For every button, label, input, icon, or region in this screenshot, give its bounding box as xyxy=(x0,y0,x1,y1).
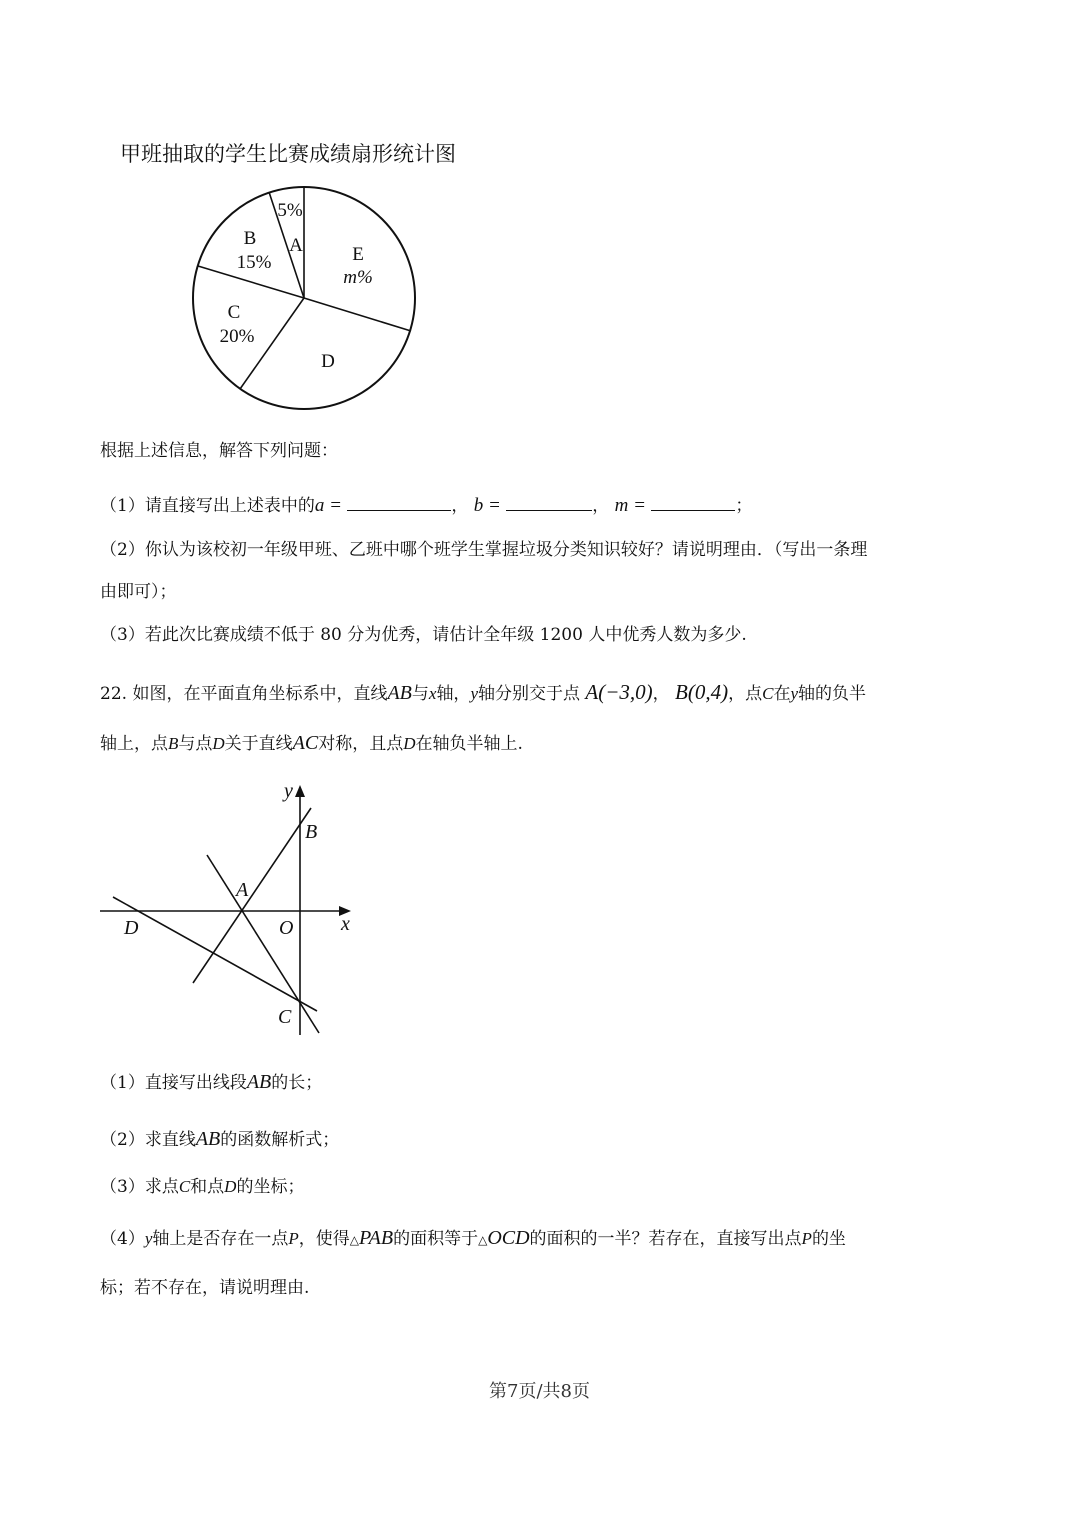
q22-part4-text: 轴上是否存在一点 xyxy=(152,1229,289,1249)
q22-part3-text: （3）求点 xyxy=(100,1177,179,1197)
q22-stem-text: 在 xyxy=(773,684,791,704)
q22-stem-text: 轴， xyxy=(436,684,471,704)
pie-label-e: E xyxy=(352,244,364,265)
q22-stem-text: 轴的负半 xyxy=(798,684,867,704)
pie-value-b: 15% xyxy=(236,252,272,273)
pie-label-c: C xyxy=(227,302,241,323)
math-PAB: PAB xyxy=(359,1227,394,1249)
q22-stem-text: ，点 xyxy=(728,684,763,704)
q22-part4-text: ，使得 xyxy=(298,1229,350,1249)
q21-part1-prefix: （1）请直接写出上述表中的 xyxy=(100,496,315,516)
comma: ， xyxy=(451,496,469,516)
math-D: D xyxy=(403,734,416,753)
q22-stem-text: 与点 xyxy=(178,734,213,754)
line-AC xyxy=(207,855,319,1033)
triangle-symbol: △ xyxy=(349,1233,359,1247)
q22-stem-line2 xyxy=(100,731,523,756)
label-x: x xyxy=(341,913,350,935)
math-D: D xyxy=(224,1177,237,1196)
math-D: D xyxy=(212,734,225,753)
math-point-B: B(0,4) xyxy=(675,680,729,704)
var-m-label: m = xyxy=(614,495,646,516)
var-a-label: a = xyxy=(314,495,342,516)
q21-intro: 根据上述信息，解答下列问题： xyxy=(100,441,338,461)
math-B: B xyxy=(168,734,179,753)
math-AC: AC xyxy=(292,732,319,754)
math-OCD: OCD xyxy=(487,1227,530,1249)
q22-part2 xyxy=(100,1127,339,1152)
page-number: 第7页/共8页 xyxy=(489,1381,590,1402)
label-B: B xyxy=(305,821,318,843)
q22-part3-text: 的坐标； xyxy=(236,1177,305,1197)
q22-stem-line1 xyxy=(100,680,866,706)
q22-part2-text: 的函数解析式； xyxy=(220,1130,340,1150)
pie-divider-d-e xyxy=(304,298,411,331)
math-y: y xyxy=(144,1229,153,1248)
label-A: A xyxy=(236,879,249,901)
label-O: O xyxy=(279,917,294,939)
answer-blank-b[interactable] xyxy=(506,492,592,511)
q22-part4-text: 的坐 xyxy=(811,1229,846,1249)
label-y: y xyxy=(284,780,293,802)
q22-stem-text: 22. 如图，在平面直角坐标系中，直线 xyxy=(100,684,388,704)
math-AB: AB xyxy=(387,682,412,704)
q22-stem-text: 轴分别交于点 xyxy=(477,684,580,704)
q22-part1-text: （1）直接写出线段 xyxy=(100,1073,247,1093)
chart-title: 甲班抽取的学生比赛成绩扇形统计图 xyxy=(120,142,456,166)
math-y: y xyxy=(790,684,799,703)
q22-part4-line2: 标；若不存在，请说明理由. xyxy=(100,1278,310,1298)
pie-label-b: B xyxy=(243,228,257,249)
q22-part3-text: 和点 xyxy=(190,1177,225,1197)
q22-part2-text: （2）求直线 xyxy=(100,1130,196,1150)
y-axis-arrow xyxy=(295,785,305,797)
q22-part4-text: 的面积的一半？若存在，直接写出点 xyxy=(529,1229,802,1249)
q22-stem-text: 与 xyxy=(411,684,429,704)
triangle-symbol: △ xyxy=(478,1233,488,1247)
label-C: C xyxy=(278,1006,292,1028)
pie-label-a: A xyxy=(289,235,303,256)
q22-part1-text: 的长； xyxy=(271,1073,323,1093)
q22-part4-text: （4） xyxy=(100,1229,145,1249)
math-y: y xyxy=(470,684,478,703)
math-P: P xyxy=(288,1229,299,1248)
q22-part4-text: 的面积等于 xyxy=(393,1229,479,1249)
line-AB xyxy=(193,808,311,983)
q22-stem-text: 轴上，点 xyxy=(100,734,168,754)
q22-part1 xyxy=(100,1070,322,1095)
comma: ， xyxy=(592,496,610,516)
comma: ， xyxy=(652,684,670,704)
q22-part3 xyxy=(100,1175,304,1199)
var-b-label: b = xyxy=(473,495,501,516)
math-C: C xyxy=(762,684,774,703)
q21-part2-line1: （2）你认为该校初一年级甲班、乙班中哪个班学生掌握垃圾分类知识较好？请说明理由．（写出一条理 xyxy=(100,540,868,560)
q22-stem-text: 关于直线 xyxy=(224,734,293,754)
q21-part2-line2: 由即可）； xyxy=(100,582,177,602)
math-x: x xyxy=(428,684,437,703)
q22-stem-text: 对称，且点 xyxy=(318,734,404,754)
answer-blank-m[interactable] xyxy=(651,492,735,511)
answer-blank-a[interactable] xyxy=(347,492,451,511)
math-P: P xyxy=(801,1229,812,1248)
semicolon: ； xyxy=(735,496,753,516)
label-D: D xyxy=(124,917,139,939)
math-point-A: A(−3,0) xyxy=(585,680,653,704)
pie-value-c: 20% xyxy=(219,326,255,347)
math-C: C xyxy=(178,1177,191,1196)
q21-part3: （3）若此次比赛成绩不低于 80 分为优秀，请估计全年级 1200 人中优秀人数为多少. xyxy=(100,625,747,645)
pie-value-e: m% xyxy=(343,267,373,288)
coordinate-figure xyxy=(95,775,370,1045)
pie-value-a: 5% xyxy=(277,200,303,221)
q22-part4-line1 xyxy=(100,1226,846,1252)
math-AB: AB xyxy=(246,1071,272,1093)
math-AB: AB xyxy=(195,1128,221,1150)
q21-part1 xyxy=(100,492,752,518)
line-DC xyxy=(113,897,317,1011)
pie-label-d: D xyxy=(321,351,335,372)
q22-stem-text: 在轴负半轴上. xyxy=(415,734,523,754)
pie-chart xyxy=(180,180,430,420)
